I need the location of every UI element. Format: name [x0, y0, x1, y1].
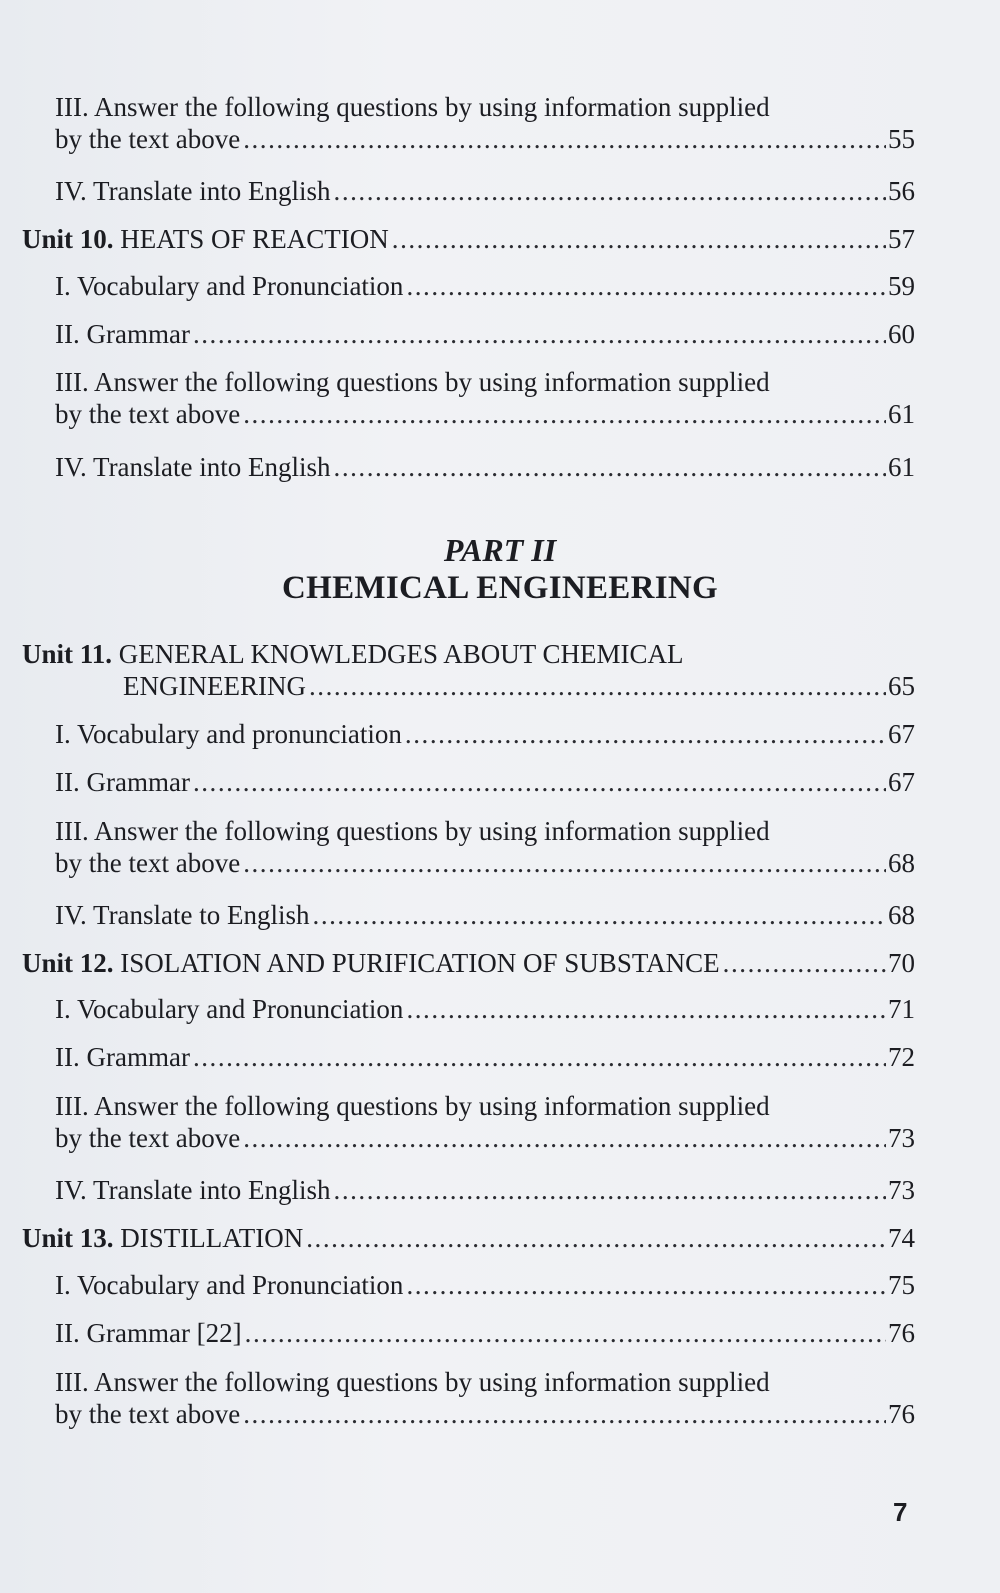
- toc-entry-translate: [55, 451, 915, 483]
- toc-entry-answer-questions: [55, 815, 915, 879]
- toc-page-number: 70: [888, 948, 915, 978]
- dot-leader: [243, 1398, 886, 1430]
- toc-unit-10: [22, 223, 915, 255]
- toc-unit-11: [22, 638, 915, 702]
- unit-number: Unit 13.: [22, 1223, 114, 1253]
- dot-leader: [313, 899, 886, 931]
- toc-entry-label: II. Grammar [22]: [55, 1318, 242, 1348]
- toc-unit-13: [22, 1222, 915, 1254]
- toc-page-number: 68: [888, 848, 915, 878]
- toc-page-number: 56: [888, 176, 915, 206]
- toc-entry-translate: [55, 899, 915, 931]
- toc-unit-12: [22, 947, 915, 979]
- part-heading: PART II: [443, 532, 557, 568]
- toc-page-number: 55: [888, 124, 915, 154]
- toc-page-number: 72: [888, 1042, 915, 1072]
- toc-entry-label-cont: by the text above: [55, 848, 241, 878]
- page-number: 7: [893, 1497, 908, 1527]
- toc-page-number: 74: [888, 1223, 915, 1253]
- toc-entry-label: III. Answer the following questions by using information supplied: [55, 367, 770, 397]
- dot-leader: [406, 1269, 886, 1301]
- toc-entry-label-cont: by the text above: [55, 1399, 241, 1429]
- toc-page-number: 73: [888, 1123, 915, 1153]
- unit-title: DISTILLATION: [120, 1223, 304, 1253]
- dot-leader: [193, 318, 886, 350]
- dot-leader: [193, 766, 886, 798]
- dot-leader: [723, 947, 886, 979]
- toc-entry-label: IV. Translate into English: [55, 176, 331, 206]
- dot-leader: [245, 1317, 886, 1349]
- toc-page-number: 61: [888, 452, 915, 482]
- toc-entry-translate: [55, 1174, 915, 1206]
- dot-leader: [243, 123, 886, 155]
- toc-entry-answer-questions: [55, 91, 915, 155]
- dot-leader: [405, 718, 886, 750]
- unit-number: Unit 12.: [22, 948, 114, 978]
- toc-entry-label: IV. Translate into English: [55, 1175, 331, 1205]
- toc-entry-answer-questions: [55, 1366, 915, 1430]
- toc-entry-grammar: [55, 1317, 915, 1349]
- toc-entry-answer-questions: [55, 1090, 915, 1154]
- toc-entry-label: III. Answer the following questions by using information supplied: [55, 816, 770, 846]
- toc-entry-vocabulary: [55, 718, 915, 750]
- toc-entry-label: III. Answer the following questions by using information supplied: [55, 1091, 770, 1121]
- part-title: CHEMICAL ENGINEERING: [282, 570, 718, 606]
- toc-page-number: 61: [888, 399, 915, 429]
- unit-number: Unit 10.: [22, 224, 114, 254]
- unit-title-cont: ENGINEERING: [123, 671, 306, 701]
- dot-leader: [392, 223, 886, 255]
- dot-leader: [243, 398, 886, 430]
- toc-entry-answer-questions: [55, 366, 915, 430]
- toc-entry-label-cont: by the text above: [55, 399, 241, 429]
- dot-leader: [306, 1222, 886, 1254]
- dot-leader: [193, 1041, 886, 1073]
- toc-entry-label: III. Answer the following questions by using information supplied: [55, 92, 770, 122]
- toc-entry-label: I. Vocabulary and Pronunciation: [55, 1270, 404, 1300]
- toc-page-number: 68: [888, 900, 915, 930]
- dot-leader: [334, 1174, 886, 1206]
- toc-page-number: 57: [888, 224, 915, 254]
- toc-entry-label-cont: by the text above: [55, 124, 241, 154]
- toc-page-number: 71: [888, 994, 915, 1024]
- dot-leader: [406, 993, 886, 1025]
- toc-entry-vocabulary: [55, 1269, 915, 1301]
- toc-entry-vocabulary: [55, 993, 915, 1025]
- toc-entry-label: IV. Translate into English: [55, 452, 331, 482]
- toc-page-number: 67: [888, 767, 915, 797]
- unit-title: GENERAL KNOWLEDGES ABOUT CHEMICAL: [118, 639, 684, 669]
- toc-page-number: 59: [888, 271, 915, 301]
- dot-leader: [334, 175, 886, 207]
- toc-entry-label: I. Vocabulary and Pronunciation: [55, 271, 404, 301]
- dot-leader: [334, 451, 886, 483]
- dot-leader: [406, 270, 886, 302]
- toc-entry-label-cont: by the text above: [55, 1123, 241, 1153]
- toc-entry-vocabulary: [55, 270, 915, 302]
- toc-page-number: 60: [888, 319, 915, 349]
- toc-page-number: 75: [888, 1270, 915, 1300]
- dot-leader: [243, 1122, 886, 1154]
- toc-page-number: 76: [888, 1318, 915, 1348]
- toc-page-number: 73: [888, 1175, 915, 1205]
- toc-entry-label: III. Answer the following questions by using information supplied: [55, 1367, 770, 1397]
- unit-title: HEATS OF REACTION: [120, 224, 389, 254]
- unit-title: ISOLATION AND PURIFICATION OF SUBSTANCE: [120, 948, 720, 978]
- toc-entry-label: I. Vocabulary and Pronunciation: [55, 994, 404, 1024]
- toc-page-number: 76: [888, 1399, 915, 1429]
- toc-entry-label: I. Vocabulary and pronunciation: [55, 719, 402, 749]
- toc-page-number: 65: [888, 671, 915, 701]
- toc-entry-label: II. Grammar: [55, 1042, 190, 1072]
- toc-entry-grammar: [55, 1041, 915, 1073]
- toc-entry-label: II. Grammar: [55, 319, 190, 349]
- toc-entry-grammar: [55, 318, 915, 350]
- dot-leader: [309, 670, 886, 702]
- toc-entry-label: IV. Translate to English: [55, 900, 310, 930]
- toc-entry-translate: [55, 175, 915, 207]
- unit-number: Unit 11.: [22, 639, 113, 669]
- toc-entry-grammar: [55, 766, 915, 798]
- toc-page-number: 67: [888, 719, 915, 749]
- dot-leader: [243, 847, 886, 879]
- toc-entry-label: II. Grammar: [55, 767, 190, 797]
